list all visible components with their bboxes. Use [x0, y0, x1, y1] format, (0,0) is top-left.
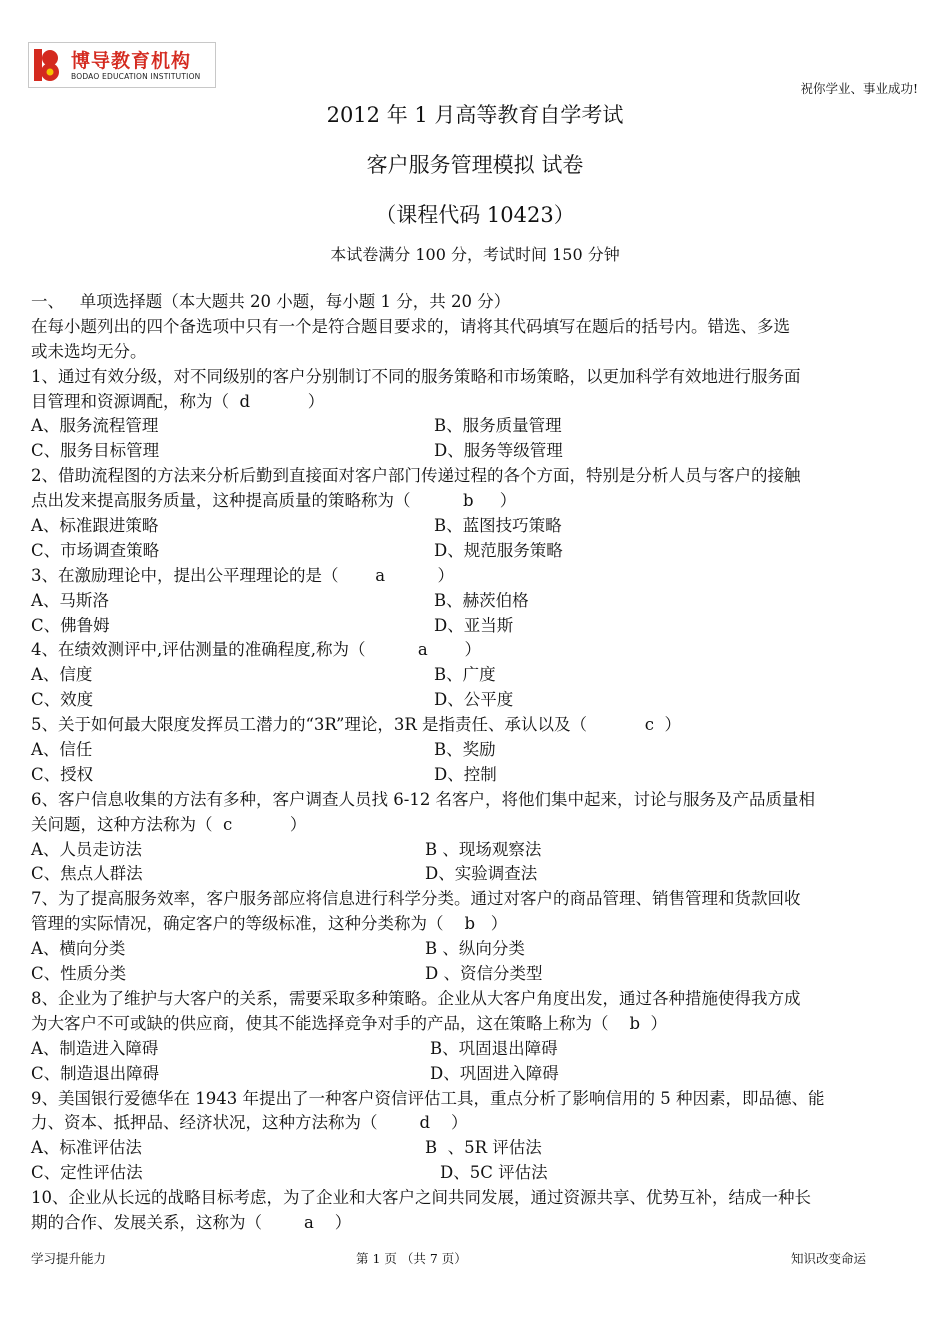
logo-chinese-name: 博导教育机构	[71, 50, 192, 72]
question-list	[31, 365, 926, 1236]
logo	[28, 42, 216, 88]
option-row	[31, 688, 926, 713]
option-b: B、广度	[434, 665, 496, 685]
option-row	[31, 1062, 926, 1087]
option-b: B、奖励	[434, 740, 496, 760]
option-a: A、马斯洛	[31, 590, 109, 610]
option-a: A、制造进入障碍	[31, 1038, 159, 1058]
option-d: D、亚当斯	[434, 615, 514, 635]
option-b: B、赫茨伯格	[434, 590, 529, 610]
question-text: 2、借助流程图的方法来分析后勤到直接面对客户部门传递过程的各个方面，特别是分析人员与客户的接触	[31, 466, 801, 486]
option-row	[31, 663, 926, 688]
option-a: A、标准评估法	[31, 1138, 142, 1158]
question-text: 9、美国银行爱德华在 1943 年提出了一种客户资信评估工具，重点分析了影响信用的 5 种因素，即品德、能	[31, 1088, 825, 1108]
logo-english-name: BODAO EDUCATION INSTITUTION	[71, 72, 201, 81]
option-c: C、效度	[31, 690, 94, 710]
option-row	[31, 589, 926, 614]
question-item	[31, 464, 926, 564]
option-c: C、制造退出障碍	[31, 1063, 160, 1083]
question-text: 7、为了提高服务效率，客户服务部应将信息进行科学分类。通过对客户的商品管理、销售管理和货款回收	[31, 889, 801, 909]
option-row	[31, 539, 926, 564]
option-a: A、人员走访法	[31, 839, 142, 859]
question-item	[31, 887, 926, 987]
footer-left: 学习提升能力	[31, 1251, 107, 1266]
option-row	[31, 1037, 926, 1062]
option-row	[31, 962, 926, 987]
question-text: 力、资本、抵押品、经济状况，这种方法称为（ d ）	[31, 1113, 468, 1133]
logo-mark-icon	[34, 49, 62, 81]
question-text: 目管理和资源调配，称为（ d ）	[31, 391, 325, 411]
option-row	[31, 763, 926, 788]
section-instructions: 或未选均无分。	[31, 341, 147, 361]
question-item	[31, 713, 926, 788]
section-heading: 一、 单项选择题（本大题共 20 小题，每小题 1 分，共 20 分）	[31, 292, 511, 311]
option-row	[31, 738, 926, 763]
option-d: D、5C 评估法	[440, 1163, 548, 1183]
question-item	[31, 1087, 926, 1187]
option-c: C、性质分类	[31, 964, 127, 984]
option-row	[31, 514, 926, 539]
option-c: C、服务目标管理	[31, 441, 160, 461]
question-text: 6、客户信息收集的方法有多种，客户调查人员找 6-12 名客户，将他们集中起来，讨论与服务及产品质量相	[31, 789, 816, 809]
question-text: 期的合作、发展关系，这称为（ a ）	[31, 1212, 352, 1232]
question-text: 为大客户不可或缺的供应商，使其不能选择竞争对手的产品，这在策略上称为（ b ）	[31, 1013, 668, 1033]
option-row	[31, 937, 926, 962]
option-c: C、焦点人群法	[31, 864, 143, 884]
option-d: D、服务等级管理	[434, 441, 563, 461]
option-row	[31, 414, 926, 439]
option-c: C、定性评估法	[31, 1163, 143, 1183]
question-text: 管理的实际情况，确定客户的等级标准，这种分类称为（ b ）	[31, 914, 508, 934]
option-a: A、标准跟进策略	[31, 516, 159, 536]
option-c: C、授权	[31, 764, 94, 784]
question-text: 10、企业从长远的战略目标考虑，为了企业和大客户之间共同发展，通过资源共享、优势互补，结成一种长	[31, 1188, 811, 1208]
option-d: D、巩固进入障碍	[430, 1063, 559, 1083]
option-d: D 、资信分类型	[425, 964, 543, 984]
option-row	[31, 1161, 926, 1186]
exam-title: 2012 年 1 月高等教育自学考试	[326, 103, 624, 127]
course-code: （课程代码 10423）	[375, 203, 575, 227]
exam-info: 本试卷满分 100 分，考试时间 150 分钟	[330, 245, 620, 264]
option-d: D、公平度	[434, 690, 514, 710]
option-row	[31, 614, 926, 639]
option-row	[31, 862, 926, 887]
option-b: B 、5R 评估法	[425, 1138, 542, 1158]
option-a: A、服务流程管理	[31, 416, 159, 436]
paper-title: 客户服务管理模拟 试卷	[366, 153, 584, 177]
question-text: 点出发来提高服务质量，这种提高质量的策略称为（ b ）	[31, 491, 517, 511]
question-item	[31, 564, 926, 639]
section-instructions: 在每小题列出的四个备选项中只有一个是符合题目要求的，请将其代码填写在题后的括号内。错选、多选	[31, 316, 790, 336]
question-text: 3、在激励理论中，提出公平理理论的是（ a ）	[31, 565, 454, 585]
question-item	[31, 1186, 926, 1236]
option-row	[31, 439, 926, 464]
option-a: A、信任	[31, 740, 93, 760]
question-item	[31, 987, 926, 1087]
question-text: 关问题，这种方法称为（ c ）	[31, 814, 307, 834]
question-text: 5、关于如何最大限度发挥员工潜力的“3R”理论，3R 是指责任、承认以及（ c ）	[31, 715, 681, 735]
option-d: D、规范服务策略	[434, 540, 563, 560]
question-text: 4、在绩效测评中,评估测量的准确程度,称为（ a ）	[31, 640, 481, 660]
exam-content	[31, 290, 926, 1236]
option-b: B、巩固退出障碍	[430, 1038, 558, 1058]
option-d: D、实验调查法	[425, 864, 538, 884]
footer-right: 知识改变命运	[791, 1251, 867, 1266]
option-b: B 、现场观察法	[425, 839, 542, 859]
header-slogan: 祝你学业、事业成功!	[800, 81, 918, 96]
option-b: B、服务质量管理	[434, 416, 562, 436]
option-row	[31, 838, 926, 863]
option-row	[31, 1136, 926, 1161]
page-number: 第 1 页 （共 7 页）	[356, 1251, 467, 1266]
question-item	[31, 638, 926, 713]
option-b: B、蓝图技巧策略	[434, 516, 562, 536]
option-c: C、佛鲁姆	[31, 615, 110, 635]
question-item	[31, 788, 926, 888]
option-c: C、市场调查策略	[31, 540, 160, 560]
question-text: 1、通过有效分级，对不同级别的客户分别制订不同的服务策略和市场策略，以更加科学有效地进行服务面	[31, 366, 801, 386]
option-d: D、控制	[434, 764, 497, 784]
question-item	[31, 365, 926, 465]
option-a: A、信度	[31, 665, 93, 685]
option-b: B 、纵向分类	[425, 939, 525, 959]
option-a: A、横向分类	[31, 939, 126, 959]
question-text: 8、企业为了维护与大客户的关系，需要采取多种策略。企业从大客户角度出发，通过各种措施使得我方成	[31, 988, 801, 1008]
